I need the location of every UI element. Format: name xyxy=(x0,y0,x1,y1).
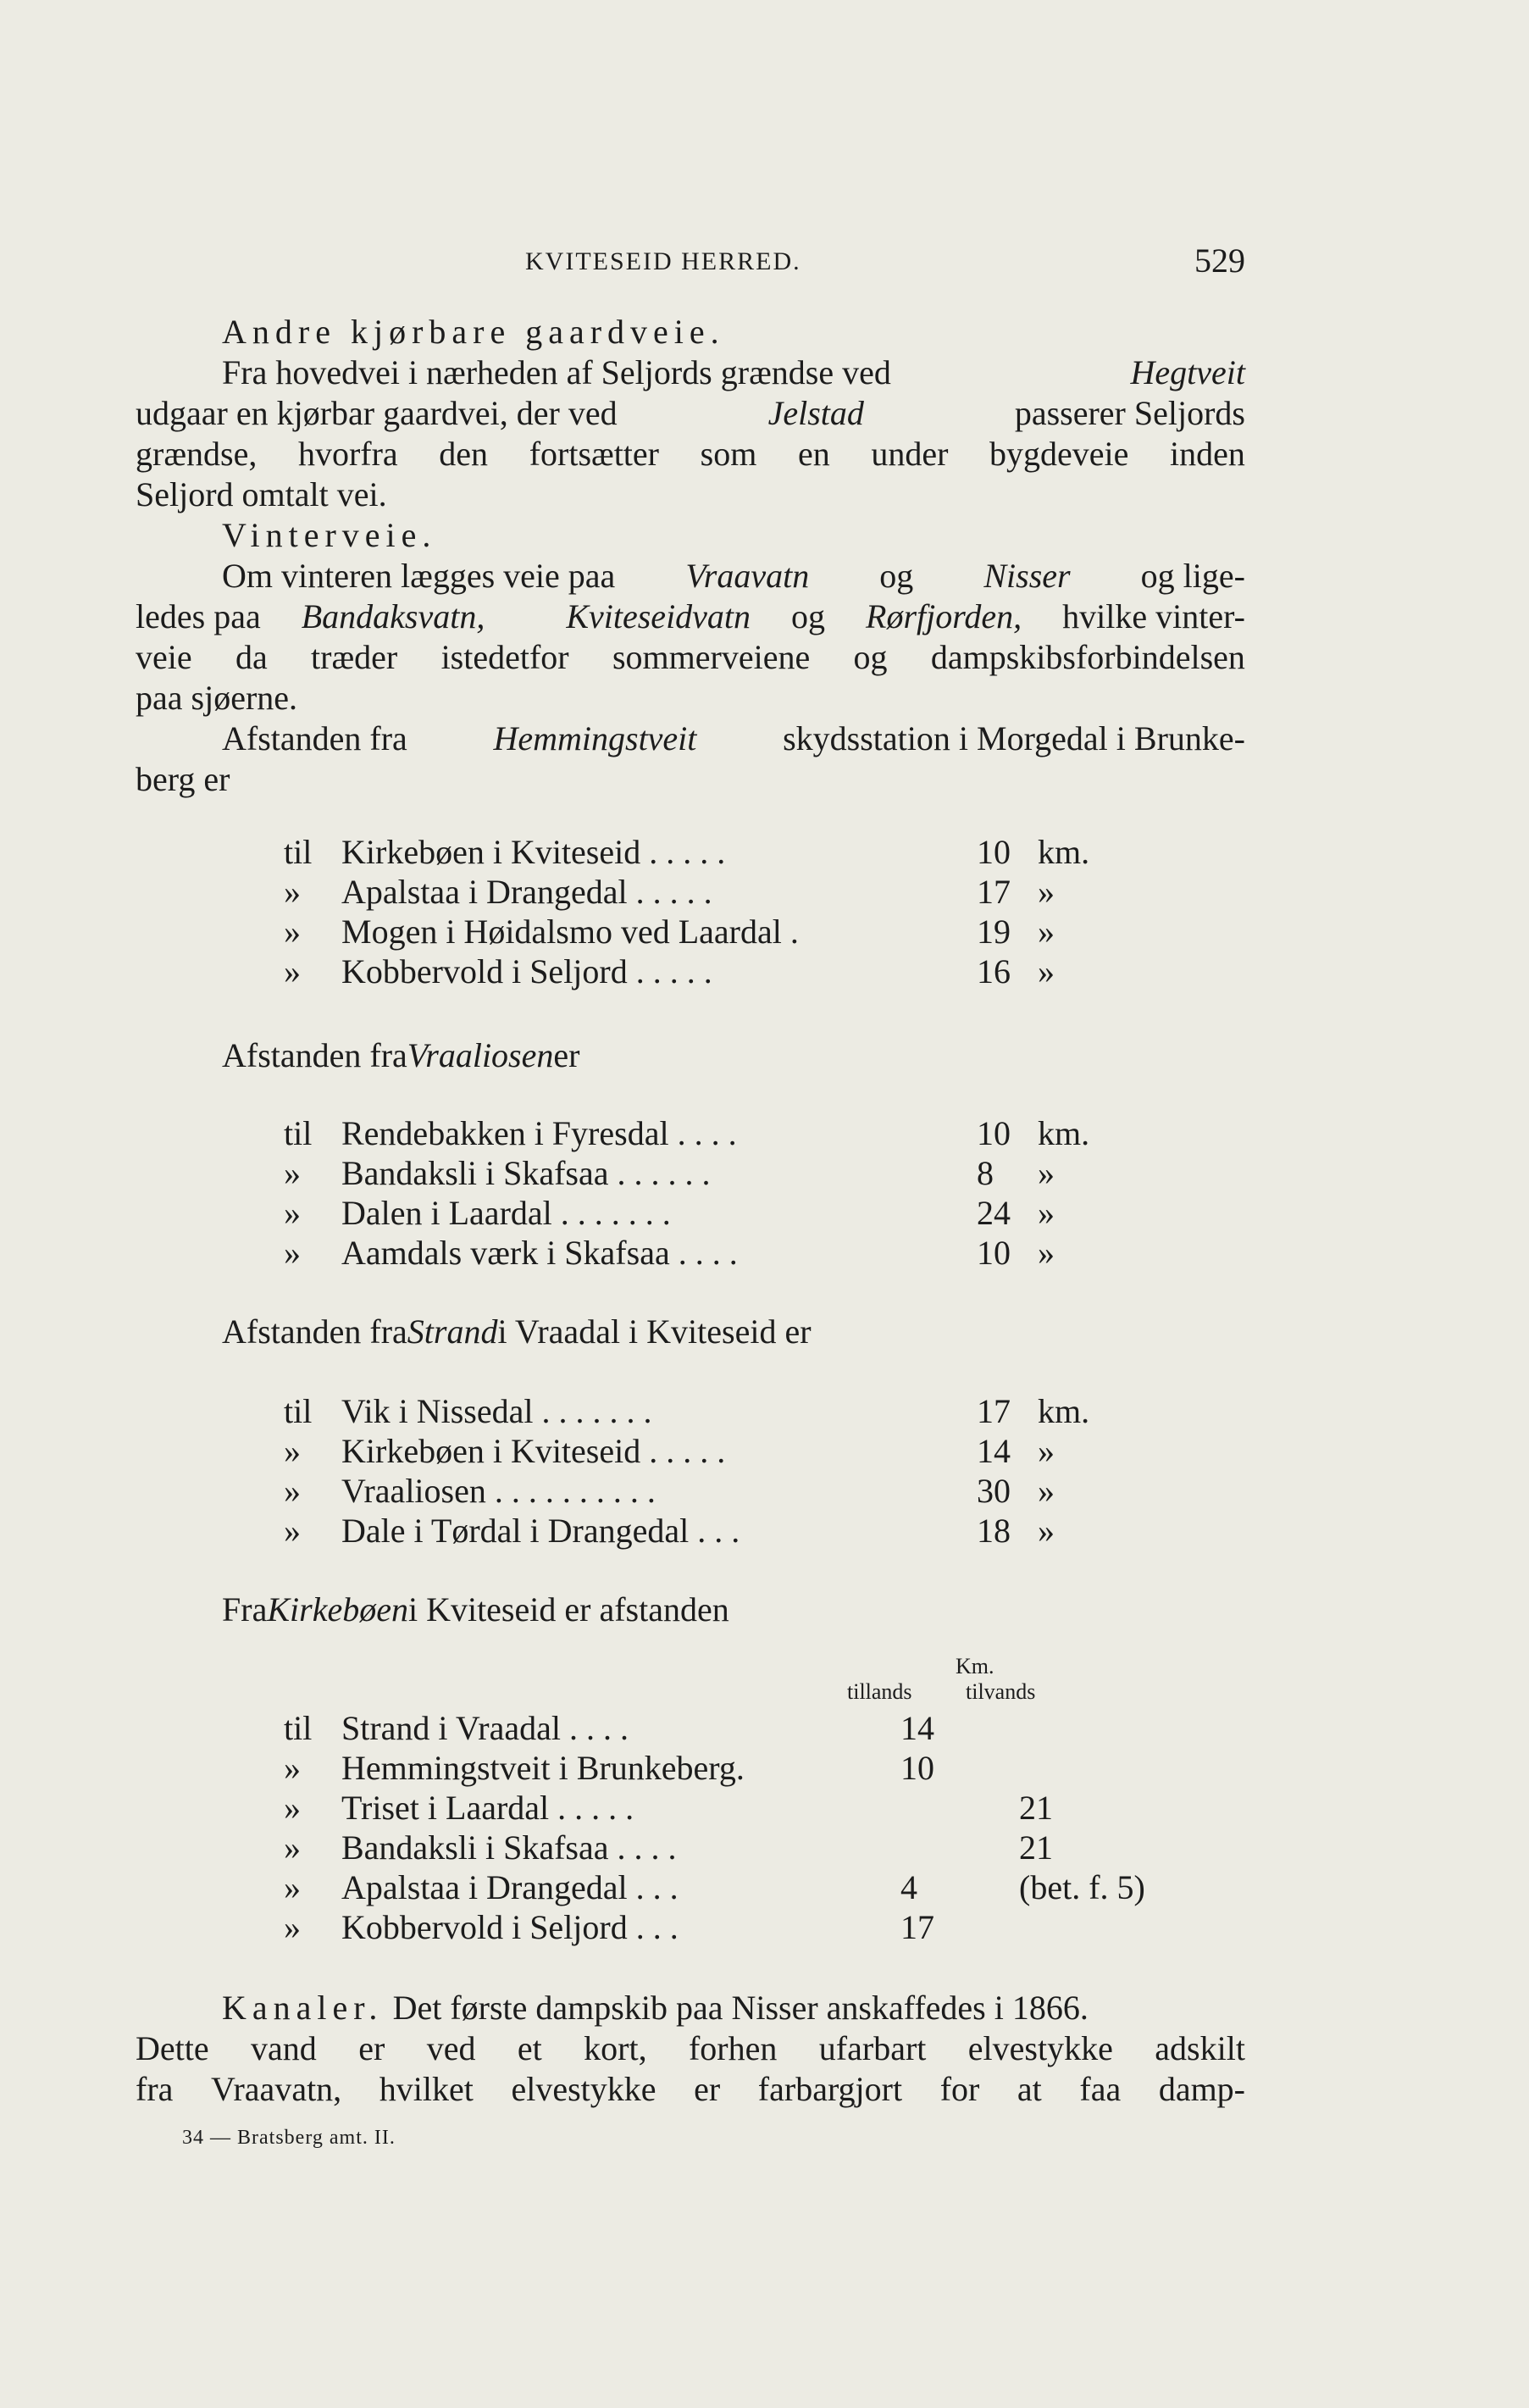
distance-table-strand xyxy=(284,1391,1089,1551)
table-row: til Strand i Vraadal . . . . 14 xyxy=(284,1709,934,1747)
table-row: » Bandaksli i Skafsaa . . . . 21 xyxy=(284,1828,1053,1867)
paragraph-line: Kanaler. Det første dampskib paa Nisser anskaffedes i 1866. xyxy=(222,1989,1089,2027)
col-tilvands: tilvands xyxy=(966,1679,1036,1704)
paragraph-line: Dette vand er ved et kort, forhen ufarbart elvestykke adskilt xyxy=(136,2029,1245,2067)
section-kanaler xyxy=(136,1988,1245,2110)
page-header xyxy=(136,241,1245,283)
col-tillands: tillands xyxy=(847,1679,912,1704)
paragraph-line: Afstanden fra Hemmingstveit skydsstation i Morgedal i Brunke- xyxy=(222,719,1245,757)
table-row: » Kirkebøen i Kviteseid . . . . . 14 » xyxy=(284,1432,1055,1470)
table-row: til Rendebakken i Fyresdal . . . . 10 km. xyxy=(284,1114,1090,1152)
table-row: » Dale i Tørdal i Drangedal . . . 18 » xyxy=(284,1512,1055,1550)
heading-vinterveie: Vinterveie. xyxy=(222,516,437,554)
page-number: 529 xyxy=(1194,241,1245,280)
table-row: » Kobbervold i Seljord . . . . . 16 » xyxy=(284,952,1055,990)
table-row: til Kirkebøen i Kviteseid . . . . . 10 km. xyxy=(284,833,1090,871)
paragraph-line: Fra hovedvei i nærheden af Seljords grændse ved Hegtveit xyxy=(222,353,1245,391)
intro-kirkeboen: Fra Kirkebøen i Kviteseid er afstanden xyxy=(222,1590,729,1628)
table-row: » Apalstaa i Drangedal . . . . . 17 » xyxy=(284,873,1055,911)
table-row: » Aamdals værk i Skafsaa . . . . 10 » xyxy=(284,1234,1055,1272)
table-row: » Triset i Laardal . . . . . 21 xyxy=(284,1789,1053,1827)
table-row: » Vraaliosen . . . . . . . . . . 30 » xyxy=(284,1472,1055,1510)
km-column-header xyxy=(847,1654,1101,1705)
intro-vraaliosen: Afstanden fra Vraaliosen er xyxy=(222,1036,580,1074)
paragraph-line: udgaar en kjørbar gaardvei, der ved Jelstad passerer Seljords xyxy=(136,394,1245,432)
table-row: til Vik i Nissedal . . . . . . . 17 km. xyxy=(284,1392,1090,1430)
paragraph-line: fra Vraavatn, hvilket elvestykke er farbargjort for at faa damp- xyxy=(136,2070,1245,2108)
intro-strand: Afstanden fra Strand i Vraadal i Kviteseid er xyxy=(222,1312,812,1351)
table-row: » Apalstaa i Drangedal . . . 4 (bet. f. 5) xyxy=(284,1868,1145,1906)
distance-table-kirkeboen xyxy=(284,1708,1145,1947)
km-label: Km. xyxy=(956,1654,994,1678)
paragraph-line: Om vinteren lægges veie paa Vraavatn og Nisser og lige- xyxy=(222,557,1245,595)
table-row: » Dalen i Laardal . . . . . . . 24 » xyxy=(284,1194,1055,1232)
running-title: KVITESEID HERRED. xyxy=(525,247,801,275)
paragraph-line: grændse, hvorfra den fortsætter som en under bygdeveie inden xyxy=(136,435,1245,473)
table-row: » Kobbervold i Seljord . . . 17 xyxy=(284,1908,934,1946)
heading-kjorbare-gaardveie: Andre kjørbare gaardveie. xyxy=(222,313,725,351)
table-row: » Hemmingstveit i Brunkeberg. 10 xyxy=(284,1749,934,1787)
table-row: » Mogen i Høidalsmo ved Laardal . 19 » xyxy=(284,913,1055,951)
paragraph-line: veie da træder istedetfor sommerveiene og dampskibsforbindelsen xyxy=(136,638,1245,676)
table-row: » Bandaksli i Skafsaa . . . . . . 8 » xyxy=(284,1154,1055,1192)
heading-kanaler: Kanaler. xyxy=(222,1989,384,2027)
footer-signature: 34 — Bratsberg amt. II. xyxy=(182,2127,396,2149)
distance-table-hemmingstveit xyxy=(284,832,1089,991)
paragraph-line: berg er xyxy=(136,760,230,798)
body-text-1 xyxy=(136,312,1245,800)
paragraph-line: paa sjøerne. xyxy=(136,679,298,717)
paragraph-line: Seljord omtalt vei. xyxy=(136,475,387,513)
distance-table-vraaliosen xyxy=(284,1113,1089,1273)
paragraph-line: ledes paa Bandaksvatn, Kviteseidvatn og Rørfjorden, hvilke vinter- xyxy=(136,597,1245,635)
